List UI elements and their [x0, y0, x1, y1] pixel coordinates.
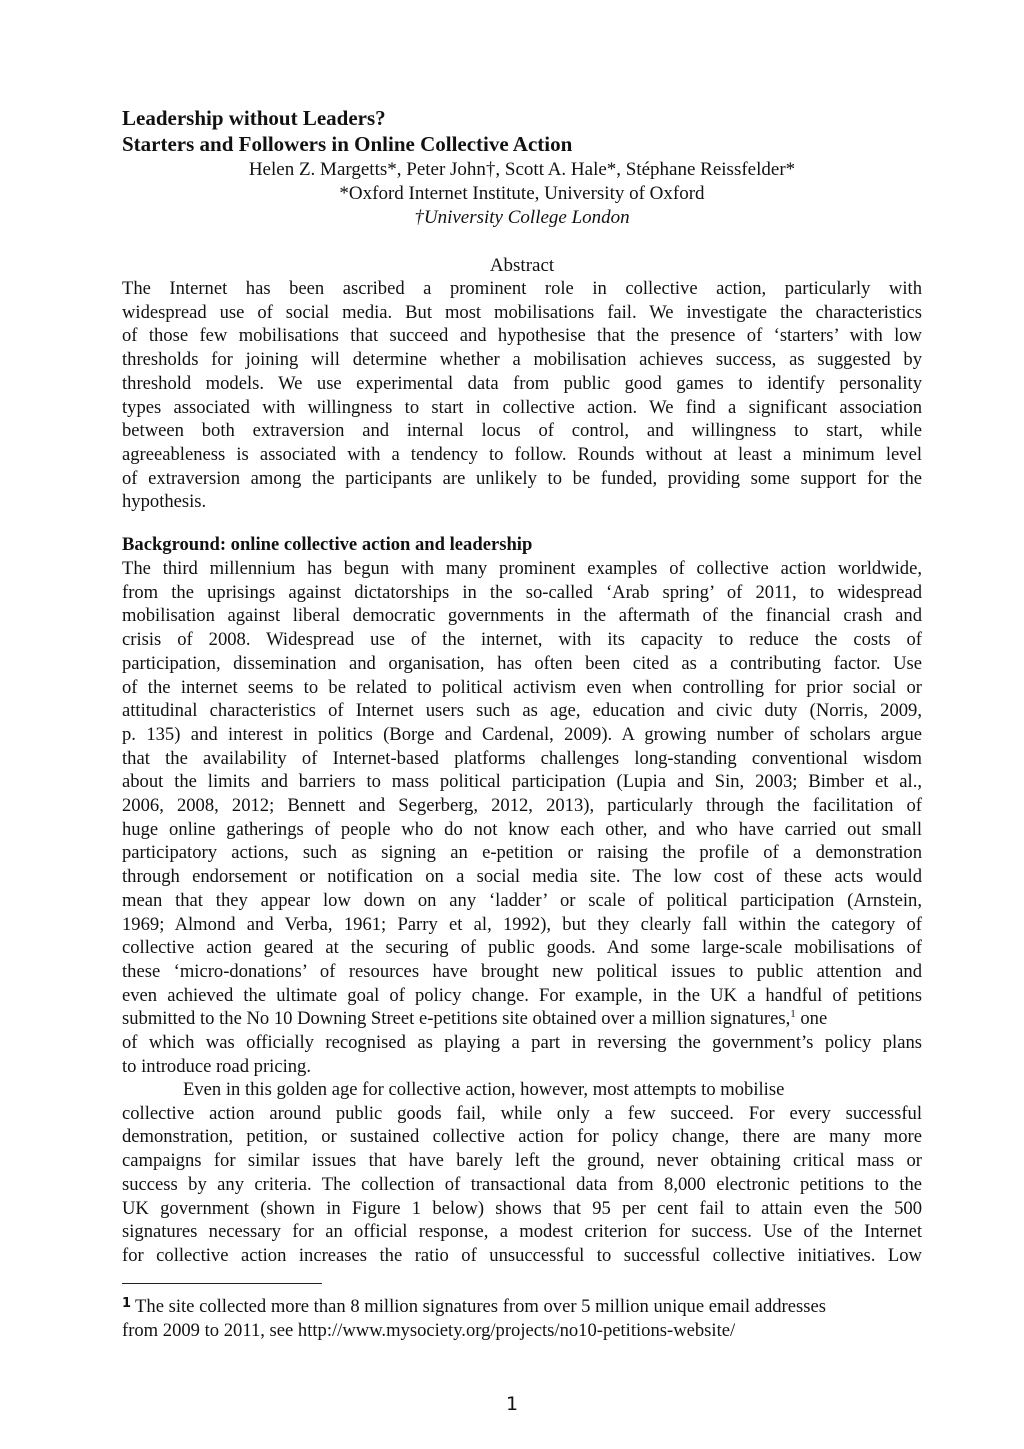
page-number: 1: [505, 1393, 519, 1415]
body-line: Even in this golden age for collective action, however, most attempts to mobilise: [183, 1079, 785, 1100]
abstract-line: of extraversion among the participants are unlikely to be funded, providing some support for the: [122, 467, 922, 489]
affiliation-ucl: †University College London: [414, 207, 630, 228]
footnote: [122, 1292, 922, 1342]
body-line: success by any criteria. The collection of transactional data from 8,000 electronic petitions to the: [122, 1173, 922, 1195]
author-list: Helen Z. Margetts*, Peter John†, Scott A. Hale*, Stéphane Reissfelder*: [248, 159, 796, 180]
body-line: of which was officially recognised as playing a part in reversing the government’s policy plans: [122, 1032, 922, 1054]
body-line: through endorsement or notification on a social media site. The low cost of these acts would: [122, 866, 922, 888]
body-line-text: submitted to the No 10 Downing Street e-petitions site obtained over a million signatures,: [122, 1008, 791, 1030]
footnote-separator: [122, 1283, 322, 1284]
footnote-line[interactable]: from 2009 to 2011, see http://www.mysociety.org/projects/no10-petitions-website/: [122, 1319, 736, 1341]
affiliation-oxford: *Oxford Internet Institute, University of Oxford: [339, 183, 705, 204]
body-line: signatures necessary for an official response, a modest criterion for success. Use of the Internet: [122, 1221, 922, 1243]
body-line: that the availability of Internet-based platforms challenges long-standing conventional wisdom: [122, 747, 922, 769]
body-line: these ‘micro-donations’ of resources have brought new political issues to public attention and: [122, 960, 922, 982]
abstract-line: hypothesis.: [122, 491, 207, 513]
abstract-line: The Internet has been ascribed a prominent role in collective action, particularly with: [122, 278, 922, 299]
body-line: participation, dissemination and organisation, has often been cited as a contributing factor. Use: [122, 652, 922, 674]
body-line: of the internet seems to be related to political activism even when controlling for prior social or: [122, 676, 922, 698]
body-line: from the uprisings against dictatorships in the so-called ‘Arab spring’ of 2011, to widespread: [122, 581, 922, 603]
body-line-text: one: [795, 1008, 828, 1030]
paper-title-line-2: Starters and Followers in Online Collective Action: [122, 132, 573, 156]
body-paragraph-2: [122, 1078, 922, 1268]
body-line: p. 135) and interest in politics (Borge and Cardenal, 2009). A growing number of scholars argue: [122, 723, 922, 745]
abstract-line: thresholds for joining will determine whether a mobilisation achieves success, as suggested by: [122, 349, 922, 371]
body-line: participatory actions, such as signing an e-petition or raising the profile of a demonstration: [122, 842, 922, 864]
body-line: 1969; Almond and Verba, 1961; Parry et al, 1992), but they clearly fall within the category of: [122, 913, 922, 935]
footnote-line: [122, 1292, 922, 1319]
body-line: collective action geared at the securing of public goods. And some large-scale mobilisations of: [122, 937, 922, 959]
body-line: huge online gatherings of people who do not know each other, and who have carried out small: [122, 818, 922, 840]
body-line: mobilisation against liberal democratic governments in the aftermath of the financial crash and: [122, 605, 922, 627]
body-line: even achieved the ultimate goal of policy change. For example, in the UK a handful of petitions: [122, 984, 922, 1006]
body-paragraph-1: [122, 557, 922, 1078]
footnote-text: The site collected more than 8 million signatures from over 5 million unique email addresses: [135, 1296, 826, 1317]
body-line: about the limits and barriers to mass political participation (Lupia and Sin, 2003; Bimber et al.,: [122, 771, 922, 793]
body-line: demonstration, petition, or sustained collective action for policy change, there are many more: [122, 1126, 922, 1148]
body-line: mean that they appear low down on any ‘ladder’ or scale of political participation (Arnstein,: [122, 889, 922, 911]
body-line-with-footnote: [122, 1007, 922, 1031]
body-line: crisis of 2008. Widespread use of the internet, with its capacity to reduce the costs of: [122, 629, 922, 651]
abstract-line: of those few mobilisations that succeed and hypothesise that the presence of ‘starters’ with low: [122, 325, 922, 347]
body-line: campaigns for similar issues that have barely left the ground, never obtaining critical mass or: [122, 1150, 922, 1172]
footnote-number: 1: [122, 1296, 132, 1311]
body-line: The third millennium has begun with many prominent examples of collective action worldwide,: [122, 558, 922, 579]
paper-title-line-1: Leadership without Leaders?: [122, 106, 386, 130]
abstract-heading: Abstract: [489, 255, 555, 276]
body-line: collective action around public goods fail, while only a few succeed. For every successful: [122, 1102, 922, 1124]
section-heading-background: Background: online collective action and leadership: [122, 534, 533, 555]
body-line: to introduce road pricing.: [122, 1055, 311, 1077]
body-line: UK government (shown in Figure 1 below) shows that 95 per cent fail to attain even the 500: [122, 1197, 922, 1219]
abstract-line: threshold models. We use experimental data from public good games to identify personality: [122, 372, 922, 394]
abstract-line: widespread use of social media. But most mobilisations fail. We investigate the characteristics: [122, 301, 922, 323]
footnote-reference[interactable]: 1: [790, 1008, 796, 1021]
abstract-line: between both extraversion and internal locus of control, and willingness to start, while: [122, 420, 922, 442]
abstract-line: types associated with willingness to start in collective action. We find a significant association: [122, 396, 922, 418]
body-line: attitudinal characteristics of Internet users such as age, education and civic duty (Norris, 2009,: [122, 700, 922, 722]
body-line: 2006, 2008, 2012; Bennett and Segerberg, 2012, 2013), particularly through the facilitation of: [122, 795, 922, 817]
abstract-text: [122, 277, 922, 514]
abstract-line: agreeableness is associated with a tendency to follow. Rounds without at least a minimum level: [122, 443, 922, 465]
body-line: for collective action increases the ratio of unsuccessful to successful collective initiatives. Low: [122, 1244, 922, 1266]
